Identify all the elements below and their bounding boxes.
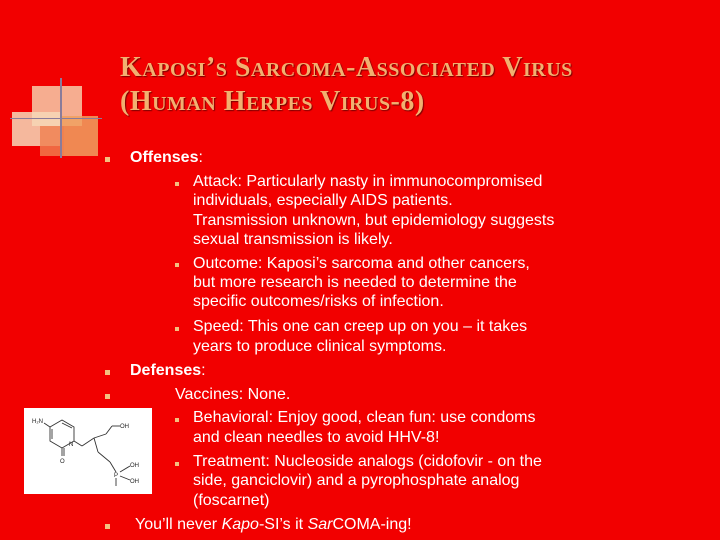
- slide-subtitle: (Human Herpes Virus-8): [120, 86, 425, 117]
- slide-title: Kaposi’s Sarcoma-Associated Virus: [120, 52, 573, 83]
- bullet-icon: [105, 524, 110, 529]
- bullet-icon: [105, 157, 110, 162]
- attack-text: Attack: Particularly nasty in immunocompromised: [193, 173, 543, 190]
- svg-text:OH: OH: [130, 479, 139, 485]
- svg-text:O: O: [60, 459, 65, 465]
- offenses-heading: Offenses:: [130, 149, 203, 166]
- bullet-icon: [105, 370, 110, 375]
- bullet-icon: [175, 327, 179, 331]
- bullet-icon: [175, 263, 179, 267]
- behavioral-text: Behavioral: Enjoy good, clean fun: use condoms: [193, 409, 536, 426]
- treatment-text: (foscarnet): [193, 492, 270, 509]
- decorative-square: [60, 116, 98, 156]
- svg-text:OH: OH: [130, 463, 139, 469]
- attack-text: sexual transmission is likely.: [193, 231, 393, 248]
- svg-text:P: P: [114, 473, 119, 479]
- attack-text: individuals, especially AIDS patients.: [193, 192, 453, 209]
- bullet-icon: [105, 394, 110, 399]
- bullet-icon: [175, 462, 179, 466]
- behavioral-text: and clean needles to avoid HHV-8!: [193, 429, 440, 446]
- svg-text:H₂N: H₂N: [32, 419, 43, 425]
- svg-text:N: N: [69, 442, 74, 448]
- chemical-structure-icon: [24, 408, 152, 494]
- speed-text: Speed: This one can creep up on you – it takes: [193, 318, 528, 335]
- speed-text: years to produce clinical symptoms.: [193, 338, 447, 355]
- outcome-text: but more research is needed to determine the: [193, 274, 517, 291]
- vaccines-text: Vaccines: None.: [175, 386, 291, 403]
- cidofovir-structure-image: [24, 408, 152, 494]
- outcome-text: Outcome: Kaposi’s sarcoma and other cancers,: [193, 255, 530, 272]
- attack-text: Transmission unknown, but epidemiology suggests: [193, 212, 555, 229]
- bullet-icon: [175, 182, 179, 186]
- treatment-text: side, ganciclovir) and a pyrophosphate analog: [193, 472, 520, 489]
- decorative-horizontal-line: [10, 118, 102, 119]
- closing-text: You’ll never Kapo-SI’s it SarCOMA-ing!: [135, 516, 412, 533]
- treatment-text: Treatment: Nucleoside analogs (cidofovir - on the: [193, 453, 542, 470]
- defenses-heading: Defenses:: [130, 362, 206, 379]
- svg-text:OH: OH: [120, 424, 129, 430]
- outcome-text: specific outcomes/risks of infection.: [193, 293, 444, 310]
- bullet-icon: [175, 418, 179, 422]
